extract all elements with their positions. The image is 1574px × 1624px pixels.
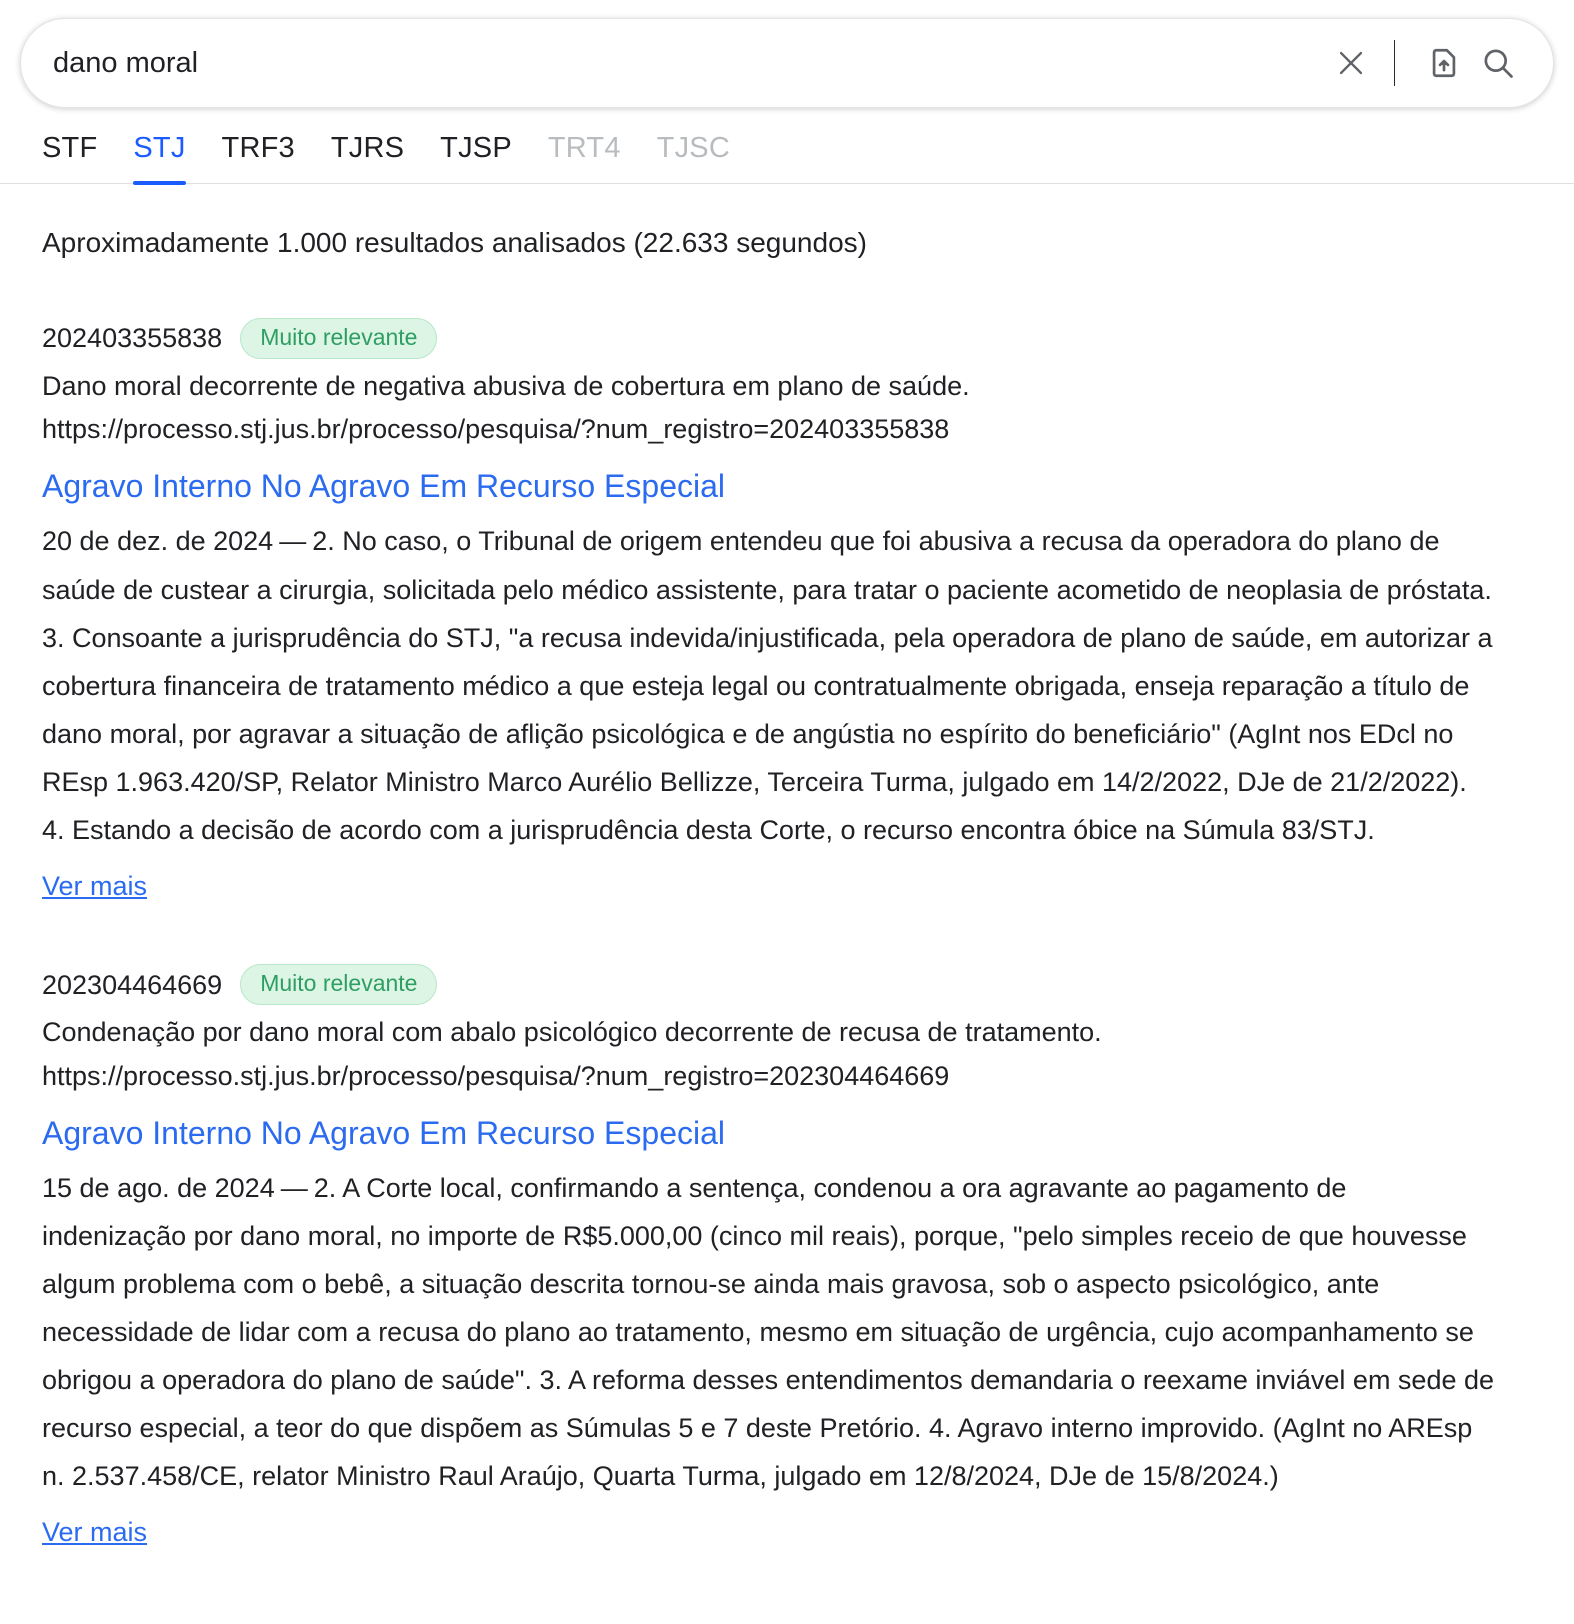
result-date: 20 de dez. de 2024	[42, 526, 274, 557]
relevance-badge: Muito relevante	[240, 318, 437, 359]
search-icon	[1480, 45, 1516, 81]
search-box[interactable]	[20, 18, 1554, 108]
tab-stf[interactable]: STF	[20, 134, 115, 183]
result-separator: —	[279, 526, 307, 557]
result-url: https://processo.stj.jus.br/processo/pesquisa/?num_registro=202304464669	[42, 1060, 950, 1091]
results-list	[0, 226, 1574, 1549]
clear-search-button[interactable]	[1324, 36, 1378, 90]
result-header	[42, 964, 1554, 1005]
see-more-link[interactable]: Ver mais	[42, 870, 148, 901]
tab-trt4: TRT4	[530, 134, 639, 183]
result-title-link[interactable]: Agravo Interno No Agravo Em Recurso Especial	[42, 1114, 725, 1151]
result-snippet-text: 2. No caso, o Tribunal de origem entendeu que foi abusiva a recusa da operadora do plano de saúde de custear a cirurgia, solicitada pelo médico assistente, para tratar o paciente acometido de neoplasia de próstata. 3. Consoante a jurisprudência do STJ, "a recusa indevida/injustificada, pela operadora de plano de saúde, em autorizar a cobertura financeira de tratamento médico a que esteja legal ou contratualmente obrigada, enseja reparação a título de dano moral, por agravar a situação de aflição psicológica e de angústia no espírito do beneficiário" (AgInt nos EDcl no REsp 1.963.420/SP, Relator Ministro Marco Aurélio Bellizze, Terceira Turma, julgado em 14/2/2022, DJe de 21/2/2022). 4. Estando a decisão de acordo com a jurisprudência desta Corte, o recurso encontra óbice na Súmula 83/STJ.	[42, 526, 1493, 845]
result-header	[42, 318, 1554, 359]
document-upload-icon	[1427, 46, 1461, 80]
tab-tjrs[interactable]: TJRS	[313, 134, 422, 183]
search-bar-container	[0, 0, 1574, 108]
close-icon	[1334, 46, 1368, 80]
search-actions	[1324, 36, 1525, 90]
court-tabs	[0, 134, 1574, 184]
result-snippet	[42, 1164, 1494, 1500]
search-input[interactable]	[53, 46, 1324, 81]
result-title-link[interactable]: Agravo Interno No Agravo Em Recurso Especial	[42, 468, 725, 505]
result-item	[42, 964, 1554, 1549]
result-separator: —	[280, 1173, 308, 1204]
tab-trf3[interactable]: TRF3	[204, 134, 313, 183]
result-description: Dano moral decorrente de negativa abusiva de cobertura em plano de saúde.	[42, 370, 970, 401]
result-id: 202304464669	[42, 969, 223, 1000]
result-snippet	[42, 517, 1494, 853]
result-item	[42, 318, 1554, 903]
relevance-badge: Muito relevante	[240, 964, 437, 1005]
results-summary: Aproximadamente 1.000 resultados analisados (22.633 segundos)	[42, 227, 867, 258]
see-more-link[interactable]: Ver mais	[42, 1517, 148, 1548]
tab-tjsp[interactable]: TJSP	[422, 134, 530, 183]
upload-document-button[interactable]	[1417, 36, 1471, 90]
tab-tjsc: TJSC	[639, 134, 748, 183]
result-url: https://processo.stj.jus.br/processo/pesquisa/?num_registro=202403355838	[42, 414, 950, 445]
action-divider	[1394, 40, 1395, 86]
result-id: 202403355838	[42, 322, 223, 353]
result-date: 15 de ago. de 2024	[42, 1173, 275, 1204]
result-description: Condenação por dano moral com abalo psicológico decorrente de recusa de tratamento.	[42, 1017, 1102, 1048]
submit-search-button[interactable]	[1471, 36, 1525, 90]
tab-stj[interactable]: STJ	[115, 134, 203, 183]
result-snippet-text: 2. A Corte local, confirmando a sentença, condenou a ora agravante ao pagamento de indenização por dano moral, no importe de R$5.000,00 (cinco mil reais), porque, "pelo simples receio de que houvesse algum problema com o bebê, a situação descrita tornou-se ainda mais gravosa, sob o aspecto psicológico, ante necessidade de lidar com a recusa do plano ao tratamento, mesmo em situação de urgência, cujo acompanhamento se obrigou a operadora do plano de saúde". 3. A reforma desses entendimentos demandaria o reexame inviável em sede de recurso especial, a teor do que dispõem as Súmulas 5 e 7 deste Pretório. 4. Agravo interno improvido. (AgInt no AREsp n. 2.537.458/CE, relator Ministro Raul Araújo, Quarta Turma, julgado em 12/8/2024, DJe de 15/8/2024.)	[42, 1173, 1495, 1492]
